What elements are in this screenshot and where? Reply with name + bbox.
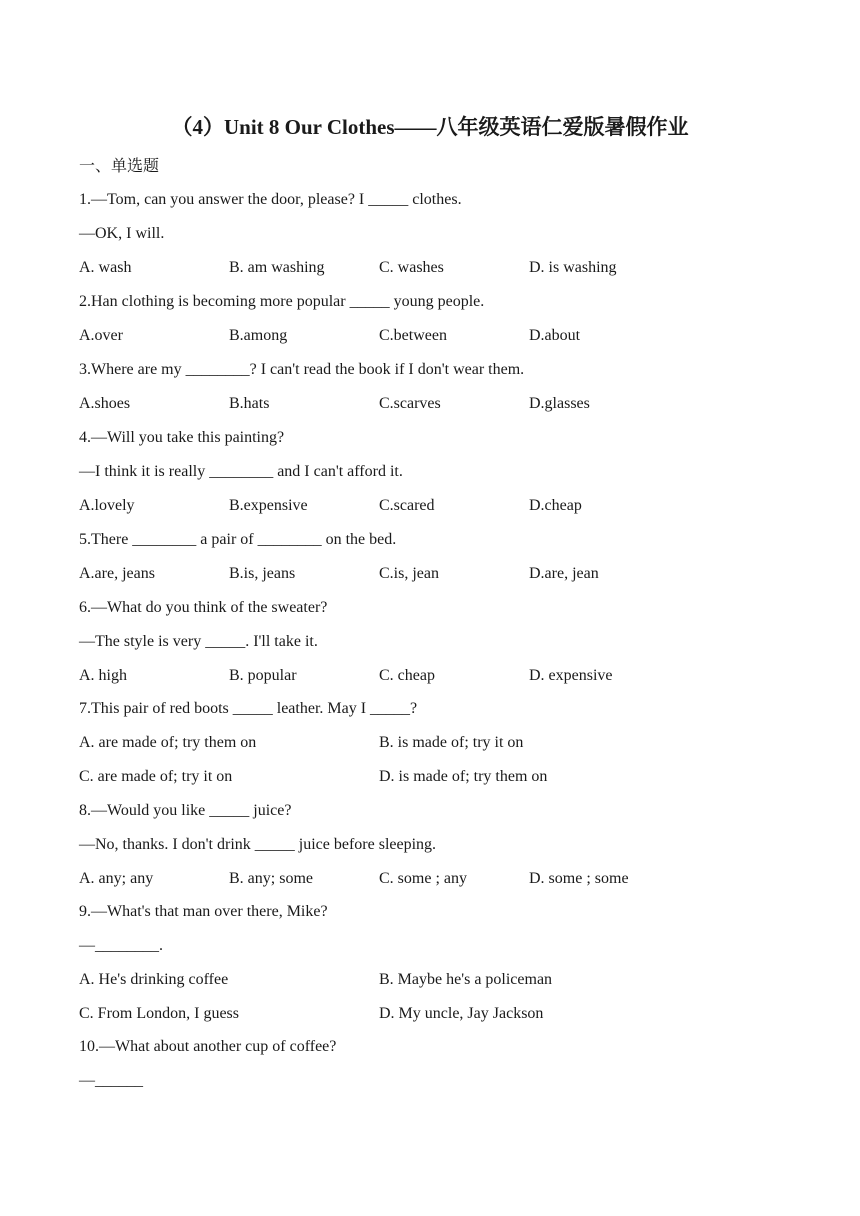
question-1-option-b[interactable]: B. am washing (229, 259, 325, 276)
question-6-option-c[interactable]: C. cheap (379, 667, 435, 684)
question-6-stem: 6.—What do you think of the sweater? (79, 599, 328, 616)
question-7-option-a[interactable]: A. are made of; try them on (79, 734, 257, 751)
question-5-stem: 5.There ________ a pair of ________ on the bed. (79, 531, 397, 548)
question-5-option-c[interactable]: C.is, jean (379, 565, 439, 582)
question-2-option-a[interactable]: A.over (79, 327, 123, 344)
question-7-option-b[interactable]: B. is made of; try it on (379, 734, 524, 751)
question-6-option-d[interactable]: D. expensive (529, 667, 613, 684)
question-6-reply: —The style is very _____. I'll take it. (79, 633, 318, 650)
question-1-option-d[interactable]: D. is washing (529, 259, 617, 276)
question-5-option-d[interactable]: D.are, jean (529, 565, 599, 582)
question-9-option-c[interactable]: C. From London, I guess (79, 1005, 239, 1022)
question-1-stem: 1.—Tom, can you answer the door, please? I _____ clothes. (79, 191, 462, 208)
question-10-reply: —______ (79, 1072, 143, 1089)
question-6-option-a[interactable]: A. high (79, 667, 127, 684)
question-4-reply: —I think it is really ________ and I can't afford it. (79, 463, 403, 480)
question-3-option-a[interactable]: A.shoes (79, 395, 131, 412)
question-8-reply: —No, thanks. I don't drink _____ juice before sleeping. (79, 836, 437, 853)
question-8-option-c[interactable]: C. some ; any (379, 870, 467, 887)
question-9-option-b[interactable]: B. Maybe he's a policeman (379, 971, 553, 988)
question-3-option-d[interactable]: D.glasses (529, 395, 590, 412)
question-8-option-a[interactable]: A. any; any (79, 870, 154, 887)
question-3-option-c[interactable]: C.scarves (379, 395, 441, 412)
question-2-stem: 2.Han clothing is becoming more popular _____ young people. (79, 293, 485, 310)
page-title: （4）Unit 8 Our Clothes——八年级英语仁爱版暑假作业 (171, 115, 689, 139)
question-4-option-a[interactable]: A.lovely (79, 497, 135, 514)
question-2-option-d[interactable]: D.about (529, 327, 581, 344)
question-8-option-b[interactable]: B. any; some (229, 870, 313, 887)
question-1-reply: —OK, I will. (79, 225, 165, 242)
question-4-option-d[interactable]: D.cheap (529, 497, 582, 514)
question-9-option-d[interactable]: D. My uncle, Jay Jackson (379, 1005, 544, 1022)
question-8-stem: 8.—Would you like _____ juice? (79, 802, 292, 819)
question-2-option-c[interactable]: C.between (379, 327, 447, 344)
question-4-stem: 4.—Will you take this painting? (79, 429, 285, 446)
question-3-stem: 3.Where are my ________? I can't read the book if I don't wear them. (79, 361, 525, 378)
question-9-option-a[interactable]: A. He's drinking coffee (79, 971, 229, 988)
question-9-stem: 9.—What's that man over there, Mike? (79, 903, 328, 920)
question-4-option-c[interactable]: C.scared (379, 497, 435, 514)
question-1-option-c[interactable]: C. washes (379, 259, 444, 276)
question-5-option-a[interactable]: A.are, jeans (79, 565, 155, 582)
section-heading: 一、单选题 (79, 156, 160, 175)
question-7-stem: 7.This pair of red boots _____ leather. May I _____? (79, 700, 418, 717)
question-7-option-c[interactable]: C. are made of; try it on (79, 768, 233, 785)
question-6-option-b[interactable]: B. popular (229, 667, 297, 684)
question-1-option-a[interactable]: A. wash (79, 259, 132, 276)
question-7-option-d[interactable]: D. is made of; try them on (379, 768, 548, 785)
question-9-reply: —________. (79, 937, 163, 954)
question-10-stem: 10.—What about another cup of coffee? (79, 1038, 337, 1055)
question-5-option-b[interactable]: B.is, jeans (229, 565, 296, 582)
question-8-option-d[interactable]: D. some ; some (529, 870, 629, 887)
question-2-option-b[interactable]: B.among (229, 327, 288, 344)
question-4-option-b[interactable]: B.expensive (229, 497, 308, 514)
question-3-option-b[interactable]: B.hats (229, 395, 270, 412)
